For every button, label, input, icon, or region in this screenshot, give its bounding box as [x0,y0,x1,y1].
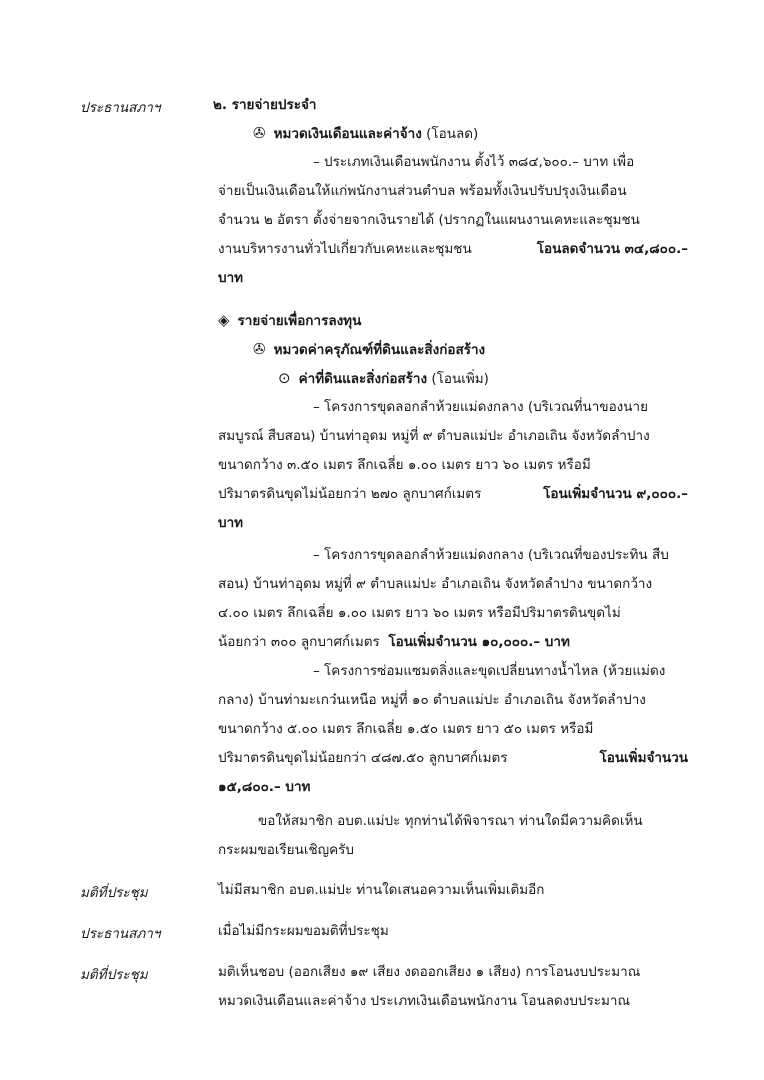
paragraph-line: ๔.๐๐ เมตร ลึกเฉลี่ย ๑.๐๐ เมตร ยาว ๖๐ เมตร หรือมีปริมาตรดินขุดไม่ [218,605,621,621]
closing-line: กระผมขอเรียนเชิญครับ [218,842,354,858]
paragraph-line: – โครงการซ่อมแซมตลิ่งและขุดเปลี่ยนทางน้ำไหล (ห้วยแม่ดง [313,663,666,679]
paragraph-line: – ประเภทเงินเดือนพนักงาน ตั้งไว้ ๓๘๔,๖๐๐.– บาท เพื่อ [313,154,635,170]
paragraph-line: สอน) บ้านท่าอุดม หมู่ที่ ๙ ตำบลแม่ปะ อำเภอเถิน จังหวัดลำปาง ขนาดกว้าง [218,576,653,592]
investment-heading [218,311,361,330]
speaker-text: เมื่อไม่มีกระผมขอมติที่ประชุม [218,923,389,939]
amount-text: โอนลดจำนวน ๓๔,๘๐๐.– [536,241,688,257]
section-heading: ๒. รายจ่ายประจำ [213,97,317,113]
resolution-text: มติเห็นชอบ (ออกเสียง ๑๙ เสียง งดออกเสียง ๑ เสียง) การโอนงบประมาณ [218,964,641,980]
paragraph-line: ขนาดกว้าง ๓.๕๐ เมตร ลึกเฉลี่ย ๑.๐๐ เมตร ยาว ๖๐ เมตร หรือมี [218,457,591,473]
paragraph-text: ปริมาตรดินขุดไม่น้อยกว่า ๔๘๗.๕๐ ลูกบาศก์เมตร [218,750,508,766]
diamond-icon: ◈ [218,311,230,329]
category-title: หมวดค่าครุภัณฑ์ที่ดินและสิ่งก่อสร้าง [273,342,486,358]
paragraph-line: – โครงการขุดลอกลำห้วยแม่ดงกลาง (บริเวณที่ของประทิน สืบ [313,547,669,563]
paragraph-line [218,749,688,767]
speaker-label: ประธานสภาฯ [80,926,161,942]
paragraph-line: ขนาดกว้าง ๕.๐๐ เมตร ลึกเฉลี่ย ๑.๕๐ เมตร ยาว ๕๐ เมตร หรือมี [218,721,594,737]
paragraph-text: งานบริหารงานทั่วไปเกี่ยวกับเคหะและชุมชน [218,241,472,257]
amount-text: โอนเพิ่มจำนวน ๙,๐๐๐.– [543,486,688,502]
paragraph-line: จ่ายเป็นเงินเดือนให้แก่พนักงานส่วนตำบล พร้อมทั้งเงินปรับปรุงเงินเดือน [218,183,627,199]
amount-text: โอนเพิ่มจำนวน [599,750,688,766]
paragraph-text: ปริมาตรดินขุดไม่น้อยกว่า ๒๗๐ ลูกบาศก์เมตร [218,486,482,502]
subcategory-note: (โอนเพิ่ม) [431,371,489,387]
subcategory-title: ค่าที่ดินและสิ่งก่อสร้าง [298,371,428,387]
category-line [253,340,485,359]
paragraph-line: จำนวน ๒ อัตรา ตั้งจ่ายจากเงินรายได้ (ปรากฏในแผนงานเคหะและชุมชน [218,212,640,228]
paragraph-line [218,485,688,503]
investment-title: รายจ่ายเพื่อการลงทุน [237,313,362,329]
speaker-label: ประธานสภาฯ [80,100,161,116]
flower-icon: ✇ [253,124,266,142]
subcategory-line [278,369,489,388]
amount-text: ๑๕,๘๐๐.– บาท [218,779,311,795]
closing-line: ขอให้สมาชิก อบต.แม่ปะ ทุกท่านได้พิจารณา ท่านใดมีความคิดเห็น [258,813,643,829]
currency-text: บาท [218,270,244,286]
category-line [253,124,478,143]
resolution-label: มติที่ประชุม [80,967,148,983]
amount-text: โอนเพิ่มจำนวน ๑๐,๐๐๐.– บาท [388,634,570,650]
circle-dot-icon: ⊙ [278,369,291,387]
paragraph-text: น้อยกว่า ๓๐๐ ลูกบาศก์เมตร [218,634,380,650]
category-note: (โอนลด) [426,126,479,142]
category-title: หมวดเงินเดือนและค่าจ้าง [273,126,422,142]
paragraph-line [218,240,688,258]
paragraph-line: – โครงการขุดลอกลำห้วยแม่ดงกลาง (บริเวณที่นาของนาย [313,399,648,415]
resolution-label: มติที่ประชุม [80,885,148,901]
paragraph-line [218,633,570,651]
resolution-text: หมวดเงินเดือนและค่าจ้าง ประเภทเงินเดือนพนักงาน โอนลดงบประมาณ [218,993,631,1009]
paragraph-line: สมบูรณ์ สืบสอน) บ้านท่าอุดม หมู่ที่ ๙ ตำบลแม่ปะ อำเภอเถิน จังหวัดลำปาง [218,428,650,444]
paragraph-line: กลาง) บ้านท่ามะเกว๋นเหนือ หมู่ที่ ๑๐ ตำบลแม่ปะ อำเภอเถิน จังหวัดลำปาง [218,692,646,708]
resolution-text: ไม่มีสมาชิก อบต.แม่ปะ ท่านใดเสนอความเห็นเพิ่มเติมอีก [218,882,545,898]
currency-text: บาท [218,515,244,531]
flower-icon: ✇ [253,340,266,358]
